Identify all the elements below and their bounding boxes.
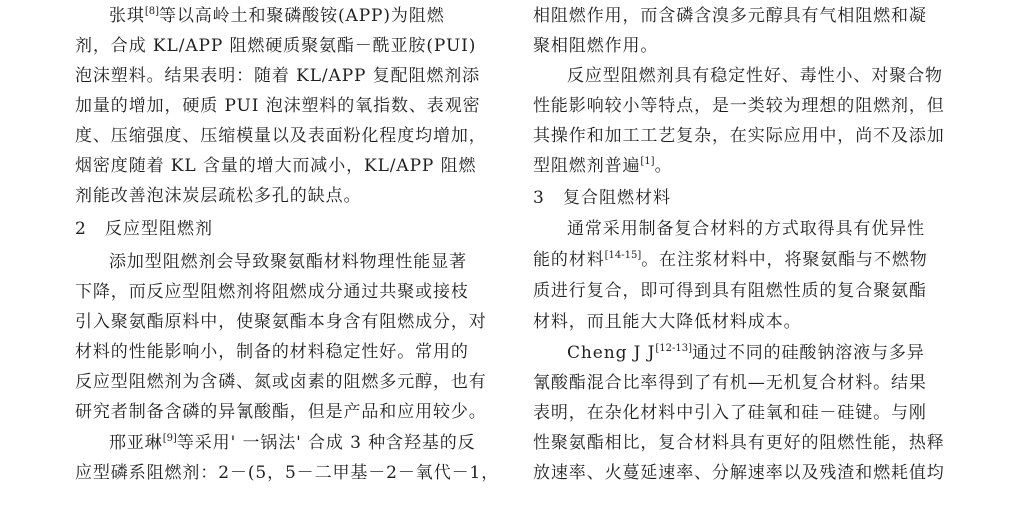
citation-ref[interactable]: [9] xyxy=(162,433,177,444)
text: 通过不同的硅酸钠溶液与多异 xyxy=(692,343,925,363)
text: 等以高岭土和聚磷酸铵(APP)为阻燃 xyxy=(158,6,445,26)
paragraph-line: 烟密度随着 KL 含量的增大而减小，KL/APP 阻燃 xyxy=(75,156,477,176)
citation-ref[interactable]: [8] xyxy=(144,6,159,17)
citation-ref[interactable]: [1] xyxy=(640,156,655,167)
paragraph-line xyxy=(109,5,445,27)
paragraph-line: 性聚氨酯相比，复合材料具有更好的阻燃性能，热释 xyxy=(533,433,945,453)
paragraph-line xyxy=(109,432,476,454)
paragraph-line: 反应型阻燃剂具有稳定性好、毒性小、对聚合物 xyxy=(567,66,943,86)
paragraph-line: 引入聚氨酯原料中，使聚氨酯本身含有阻燃成分，对 xyxy=(75,312,487,332)
paragraph-line: 剂，合成 KL/APP 阻燃硬质聚氨酯－酰亚胺(PUI) xyxy=(75,36,477,56)
section-title: 复合阻燃材料 xyxy=(563,188,671,208)
section-number: 3 xyxy=(533,188,545,208)
paragraph-line: 表明，在杂化材料中引入了硅氧和硅－硅键。与刚 xyxy=(533,403,927,423)
paragraph-line: 材料，而且能大大降低材料成本。 xyxy=(533,312,802,332)
paragraph-line: 添加型阻燃剂会导致聚氨酯材料物理性能显著 xyxy=(109,252,467,272)
paragraph-line: 泡沫塑料。结果表明：随着 KL/APP 复配阻燃剂添 xyxy=(75,66,481,86)
paragraph-line: 相阻燃作用，而含磷含溴多元醇具有气相阻燃和凝 xyxy=(533,6,927,26)
paragraph-line: 应型磷系阻燃剂：2－(5，5－二甲基－2－氧代－1， xyxy=(75,463,500,483)
text: 等采用' 一锅法' 合成 3 种含羟基的反 xyxy=(176,433,476,453)
paragraph-line: 下降，而反应型阻燃剂将阻燃成分通过共聚或接枝 xyxy=(75,282,469,302)
text: Cheng J J xyxy=(567,343,656,363)
text: 能的材料 xyxy=(533,250,605,270)
paragraph-line: 度、压缩强度、压缩模量以及表面粉化程度均增加， xyxy=(75,126,487,146)
paragraph-line xyxy=(533,155,672,177)
text: 型阻燃剂普遍 xyxy=(533,156,641,176)
paragraph-line: 剂能改善泡沫炭层疏松多孔的缺点。 xyxy=(75,186,362,206)
text: 张琪 xyxy=(109,6,145,26)
paragraph-line: 氰酸酯混合比率得到了有机—无机复合材料。结果 xyxy=(533,373,927,393)
paragraph-line: 放速率、火蔓延速率、分解速率以及残渣和燃耗值均 xyxy=(533,463,945,483)
paragraph-line: 加量的增加，硬质 PUI 泡沫塑料的氧指数、表观密 xyxy=(75,96,481,116)
paragraph-line: 其操作和加工工艺复杂，在实际应用中，尚不及添加 xyxy=(533,126,945,146)
section-heading-3 xyxy=(533,187,671,209)
text: 邢亚琳 xyxy=(109,433,163,453)
paragraph-line: 研究者制备含磷的异氰酸酯，但是产品和应用较少。 xyxy=(75,402,487,422)
text: 。在注浆材料中，将聚氨酯与不燃物 xyxy=(641,250,928,270)
section-title: 反应型阻燃剂 xyxy=(105,219,213,239)
paragraph-line: 聚相阻燃作用。 xyxy=(533,36,659,56)
paragraph-line: 质进行复合，即可得到具有阻燃性质的复合聚氨酯 xyxy=(533,281,927,301)
paragraph-line xyxy=(567,342,925,364)
paragraph-line: 材料的性能影响小，制备的材料稳定性好。常用的 xyxy=(75,342,469,362)
citation-ref[interactable]: [12-13] xyxy=(655,343,693,354)
text: 。 xyxy=(654,156,673,176)
section-number: 2 xyxy=(75,219,87,239)
paragraph-line: 通常采用制备复合材料的方式取得具有优异性 xyxy=(567,219,925,239)
paragraph-line xyxy=(533,249,928,271)
paragraph-line: 性能影响较小等特点，是一类较为理想的阻燃剂，但 xyxy=(533,96,945,116)
citation-ref[interactable]: [14-15] xyxy=(604,250,642,261)
section-heading-2 xyxy=(75,218,213,240)
paragraph-line: 反应型阻燃剂为含磷、氮或卤素的阻燃多元醇，也有 xyxy=(75,372,487,392)
